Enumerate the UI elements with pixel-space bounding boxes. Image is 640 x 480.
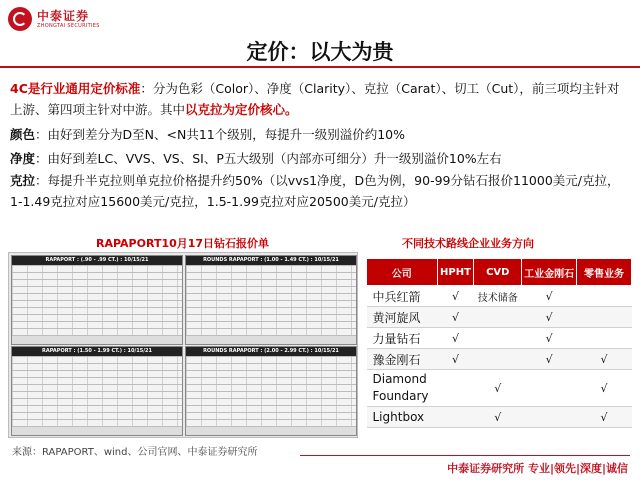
rapaport-caption: RAPAPORT10月17日钻石报价单 <box>96 237 270 250</box>
retail-cell <box>577 307 632 328</box>
carat-label: 克拉 <box>10 173 36 188</box>
color-text: ：由好到差分为D至N、<N共11个级别，每提升一级别溢价约10% <box>35 127 406 142</box>
hpht-cell: √ <box>437 307 474 328</box>
clarity-label: 净度 <box>10 151 36 166</box>
company-name: Diamond Foundary <box>367 370 438 407</box>
company-business-table <box>366 258 632 428</box>
company-name: 豫金刚石 <box>367 349 438 370</box>
rapaport-block <box>185 346 357 436</box>
page-title: 定价：以大为贵 <box>246 40 394 64</box>
table-row <box>367 407 632 428</box>
company-logo <box>8 6 100 32</box>
cvd-cell: √ <box>474 407 522 428</box>
company-name: 力量钻石 <box>367 328 438 349</box>
rapaport-price-grid <box>186 356 356 427</box>
hpht-cell: √ <box>437 328 474 349</box>
rapaport-price-grid <box>12 356 182 427</box>
table-row <box>367 349 632 370</box>
logo-name: 中泰证券 <box>37 8 90 23</box>
intro-text: ：分为色彩（Color）、净度（Clarity）、克拉（Carat）、切工（Cut），前三项均主针对上游、第四项主针对中游。其中 <box>10 81 620 117</box>
header-hpht: HPHT <box>437 259 474 286</box>
industrial-cell <box>522 370 577 407</box>
footer-divider <box>300 455 630 456</box>
carat-paragraph <box>10 170 630 212</box>
company-name: Lightbox <box>367 407 438 428</box>
rapaport-block <box>185 255 357 345</box>
intro-emphasis: 以克拉为定价核心。 <box>185 102 298 117</box>
rapaport-block-title: ROUNDS RAPAPORT : (1.00 - 1.49 CT.) : 10/15/21 <box>186 256 356 265</box>
intro-paragraph <box>10 78 630 120</box>
retail-cell <box>577 286 632 307</box>
retail-cell: √ <box>577 370 632 407</box>
rapaport-price-grid <box>12 265 182 336</box>
color-paragraph <box>10 124 630 145</box>
hpht-cell <box>437 370 474 407</box>
table-row <box>367 328 632 349</box>
logo-english: ZHONGTAI SECURITIES <box>37 22 100 29</box>
cvd-cell: 技术储备 <box>474 286 522 307</box>
industrial-cell: √ <box>522 307 577 328</box>
retail-cell <box>577 328 632 349</box>
industrial-cell: √ <box>522 286 577 307</box>
industrial-cell: √ <box>522 328 577 349</box>
header-industrial: 工业金刚石 <box>522 259 577 286</box>
cvd-cell <box>474 349 522 370</box>
header-company: 公司 <box>367 259 438 286</box>
cvd-cell: √ <box>474 370 522 407</box>
footer-tagline: 中泰证券研究所 专业|领先|深度|诚信 <box>447 462 628 475</box>
company-name: 黄河旋风 <box>367 307 438 328</box>
cvd-cell <box>474 328 522 349</box>
header-cvd: CVD <box>474 259 522 286</box>
header-retail: 零售业务 <box>577 259 632 286</box>
rapaport-price-grid <box>186 265 356 336</box>
title-divider <box>0 66 640 68</box>
retail-cell: √ <box>577 349 632 370</box>
company-name: 中兵红箭 <box>367 286 438 307</box>
rapaport-block <box>11 255 183 345</box>
industrial-cell <box>522 407 577 428</box>
rapaport-block-title: ROUNDS RAPAPORT : (2.00 - 2.99 CT.) : 10/15/21 <box>186 347 356 356</box>
intro-lead: 4C是行业通用定价标准 <box>10 81 141 96</box>
source-note: 来源：RAPAPORT、wind、公司官网、中泰证券研究所 <box>12 447 258 458</box>
clarity-text: ：由好到差LC、VVS、VS、SI、P五大级别（内部亦可细分）升一级别溢价10%左右 <box>35 151 502 166</box>
retail-cell: √ <box>577 407 632 428</box>
cvd-cell <box>474 307 522 328</box>
table-row <box>367 286 632 307</box>
companies-caption: 不同技术路线企业业务方向 <box>402 237 534 250</box>
carat-text: ：每提升半克拉则单克拉价格提升约50%（以vvs1净度，D色为例，90-99分钻石报价11000美元/克拉，1-1.49克拉对应15600美元/克拉，1.5-1.99克拉对应20500美元/克拉） <box>10 173 620 209</box>
rapaport-block-title: RAPAPORT : (.90 - .99 CT.) : 10/15/21 <box>12 256 182 265</box>
rapaport-price-sheet <box>8 252 358 438</box>
industrial-cell: √ <box>522 349 577 370</box>
logo-icon <box>8 7 32 31</box>
table-row <box>367 370 632 407</box>
hpht-cell: √ <box>437 286 474 307</box>
table-row <box>367 307 632 328</box>
rapaport-block-title: RAPAPORT : (1.50 - 1.99 CT.) : 10/15/21 <box>12 347 182 356</box>
hpht-cell <box>437 407 474 428</box>
hpht-cell: √ <box>437 349 474 370</box>
rapaport-block <box>11 346 183 436</box>
color-label: 颜色 <box>10 127 36 142</box>
clarity-paragraph <box>10 148 630 169</box>
